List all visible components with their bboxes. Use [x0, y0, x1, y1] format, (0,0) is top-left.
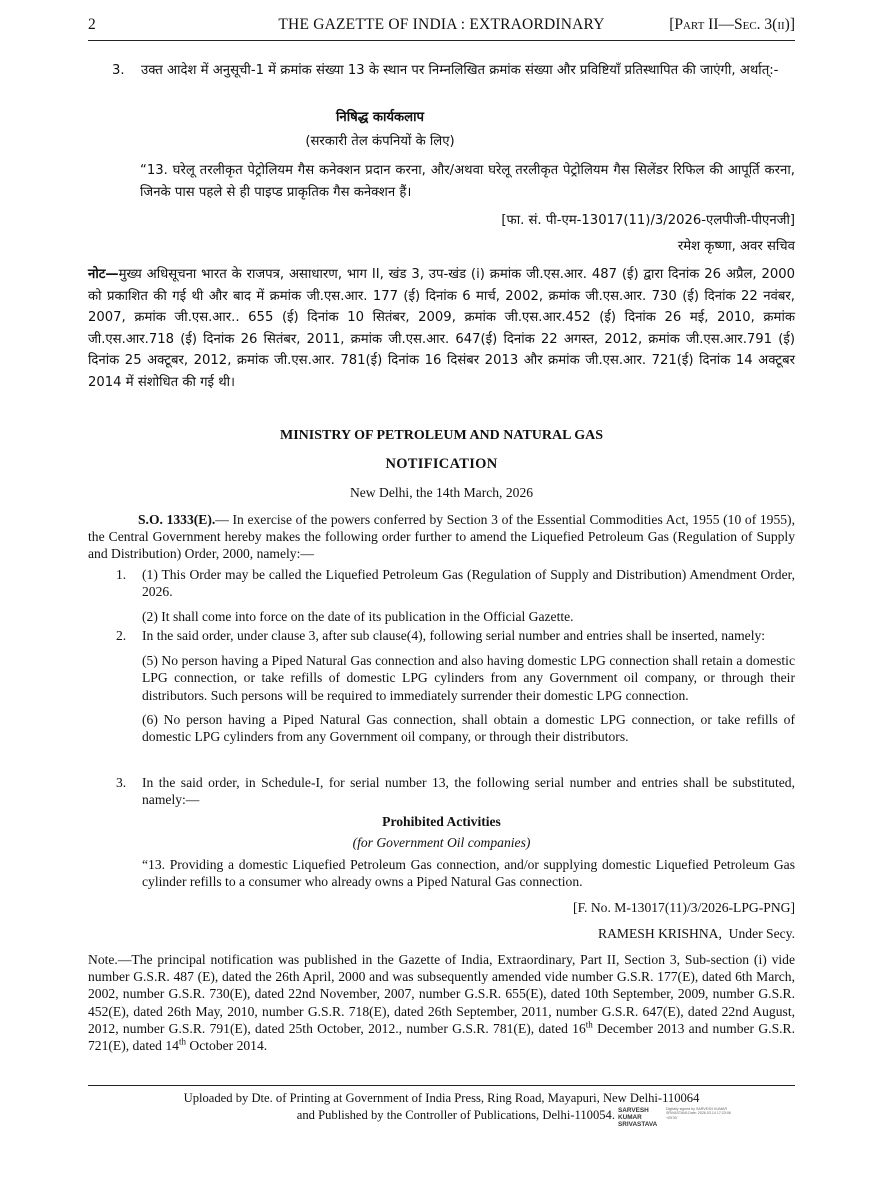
hindi-note [88, 264, 795, 393]
english-signatory: RAMESH KRISHNA, Under Secy. [598, 926, 795, 941]
footer-rule [88, 1085, 795, 1086]
signer-detail: Digitally signed by SARVESH KUMAR SRIVASTAVA Date: 2026.03.14 17:23:06 +05'30' [666, 1107, 731, 1120]
hindi-file-number: [फा. सं. पी-एम-13017(11)/3/2026-एलपीजी-पीएनजी] [501, 213, 795, 228]
hindi-note-text: मुख्य अधिसूचना भारत के राजपत्र, असाधारण, भाग II, खंड 3, उप-खंड (i) क्रमांक जी.एस.आर. 487 (ई) द्वारा दिनांक 26 अप्रैल, 2000 को प्रकाशित की गई थी और बाद में क्रमांक जी.एस.आर. 177 (ई) दिनांक 6 मार्च, 2002, क्रमांक जी.एस.आर. 730 (ई) दिनांक 22 नवंबर, 2007, क्रमांक जी.एस.आर.. 655 (ई) दिनांक 10 सितंबर, 2009, क्रमांक जी.एस.आर.452 (ई) दिनांक 26 मई, 2010, क्रमांक जी.एस.आर.718 (ई) दिनांक 26 सितंबर, 2011, क्रमांक जी.एस.आर. 647(ई) दिनांक 22 अगस्त, 2012, क्रमांक जी.एस.आर.791 (ई) दिनांक 25 अक्टूबर, 2012, क्रमांक जी.एस.आर. 781(ई) दिनांक 16 दिसंबर 2013 और क्रमांक जी.एस.आर. 721(ई) दिनांक 14 अक्टूबर 2014 में संशोधित की गई थी। [88, 267, 795, 390]
english-entry: “13. Providing a domestic Liquefied Petroleum Gas connection, and/or supplying domestic Liquefied Petroleum Gas cylinder refills to a consumer who already owns a Piped Natural Gas connection. [142, 857, 795, 890]
item-1-sub-1 [116, 566, 795, 600]
hindi-item-3-text: उक्त आदेश में अनुसूची-1 में क्रमांक संख्या 13 के स्थान पर निम्नलिखित क्रमांक संख्या और प्रविष्टियाँ प्रतिस्थापित की जाएंगी, अर्थात्:- [141, 63, 779, 78]
prohibited-heading: Prohibited Activities [382, 814, 501, 829]
hindi-entry: “13. घरेलू तरलीकृत पेट्रोलियम गैस कनेक्शन प्रदान करना, और/अथवा घरेलू तरलीकृत पेट्रोलियम गैस सिलेंडर रिफिल की आपूर्ति करना, जिनके पास पहले से ही पाइप्ड प्राकृतिक गैस कनेक्शन हैं। [140, 163, 795, 200]
english-note-text-a: Note.—The principal notification was published in the Gazette of India, Extraordinary, Part II, Section 3, Sub-section (i) vide number G.S.R. 487 (E), dated the 26th April, 2000 and was subsequently amended vide number G.S.R. 177(E), dated 6th March, 2002, number G.S.R. 730(E), dated 22nd November, 2007, number G.S.R. 655(E), dated 10th September, 2009, number G.S.R. 452(E), dated 26th May, 2010, number G.S.R. 718(E), dated 26th September, 2011, number G.S.R. 647(E), dated 22nd August, 2012, number G.S.R. 791(E), dated 25th October, 2012., number G.S.R. 781(E), dated 16 [88, 952, 795, 1036]
english-note [88, 951, 795, 1054]
item-3-text: In the said order, in Schedule-I, for serial number 13, the following serial number and entries shall be substituted, namely:— [142, 775, 795, 808]
english-note-text-c: October 2014. [186, 1038, 268, 1054]
preamble-text: — In exercise of the powers conferred by Section 3 of the Essential Commodities Act, 1955 (10 of 1955), the Central Government hereby makes the following order further to amend the Liquefied Petroleum Gas (Regulation of Supply and Distribution) Order, 2000, namely:— [88, 512, 795, 562]
hindi-heading: निषिद्ध कार्यकलाप [335, 110, 425, 125]
item-1-number: 1. [116, 567, 127, 582]
notification-heading: NOTIFICATION [385, 456, 498, 472]
header-rule [88, 40, 795, 41]
item-3-number: 3. [116, 775, 127, 790]
item-1-sub-1-text: (1) This Order may be called the Liquefied Petroleum Gas (Regulation of Supply and Distribution) Amendment Order, 2026. [142, 567, 795, 600]
english-note-text-b: December 2013 and number G.S.R. 721(E), dated 14 [88, 1020, 796, 1054]
item-1-sub-2: (2) It shall come into force on the date of its publication in the Official Gazette. [142, 609, 574, 625]
hindi-item-3-para [112, 60, 795, 82]
hindi-item-3 [112, 60, 795, 82]
prohibited-subheading: (for Government Oil companies) [352, 835, 531, 850]
english-note-sup-1: th [585, 1019, 593, 1030]
hindi-subheading: (सरकारी तेल कंपनियों के लिए) [305, 134, 455, 149]
page-number: 2 [88, 16, 96, 33]
place-date: New Delhi, the 14th March, 2026 [349, 485, 534, 500]
part-section-label: [Part II—Sec. 3(ii)] [669, 16, 795, 33]
hindi-note-label: नोट— [88, 267, 119, 282]
signer-name: SARVESH KUMAR SRIVASTAVA [618, 1107, 658, 1128]
preamble [88, 511, 795, 563]
english-file-number: [F. No. M-13017(11)/3/2026-LPG-PNG] [573, 900, 795, 915]
item-2-para [116, 627, 795, 644]
item-2 [116, 627, 795, 745]
item-2-number: 2. [116, 628, 127, 643]
english-note-sup-2: th [178, 1036, 186, 1047]
ministry-heading: MINISTRY OF PETROLEUM AND NATURAL GAS [280, 428, 603, 443]
gazette-title: THE GAZETTE OF INDIA : EXTRAORDINARY [278, 16, 605, 33]
hindi-signatory: रमेश कृष्णा, अवर सचिव [677, 239, 795, 254]
item-2-sub-6: (6) No person having a Piped Natural Gas connection, shall obtain a domestic LPG connection, or take refills of domestic LPG cylinders from any Government oil company, or through their distributors. [142, 711, 795, 745]
so-number: S.O. 1333(E). [138, 512, 216, 527]
hindi-item-3-number: 3. [112, 63, 125, 78]
footer-line-2: and Published by the Controller of Publications, Delhi-110054. [296, 1108, 615, 1122]
item-3-para [116, 774, 795, 808]
item-2-sub-5: (5) No person having a Piped Natural Gas connection and also having domestic LPG connection shall retain a domestic LPG connection, or take refills of domestic LPG cylinders from any Government oil company, or through their distributors. Such persons will be required to immediately surrender their domestic LPG connection. [142, 653, 795, 703]
item-2-text: In the said order, under clause 3, after sub clause(4), following serial number and entries shall be inserted, namely: [142, 628, 766, 643]
footer-line-1: Uploaded by Dte. of Printing at Government of India Press, Ring Road, Mayapuri, New Delhi-110064 [183, 1091, 700, 1105]
digital-signature-stamp [618, 1107, 738, 1129]
item-1 [116, 566, 795, 626]
running-header [88, 16, 795, 36]
item-3 [116, 774, 795, 808]
